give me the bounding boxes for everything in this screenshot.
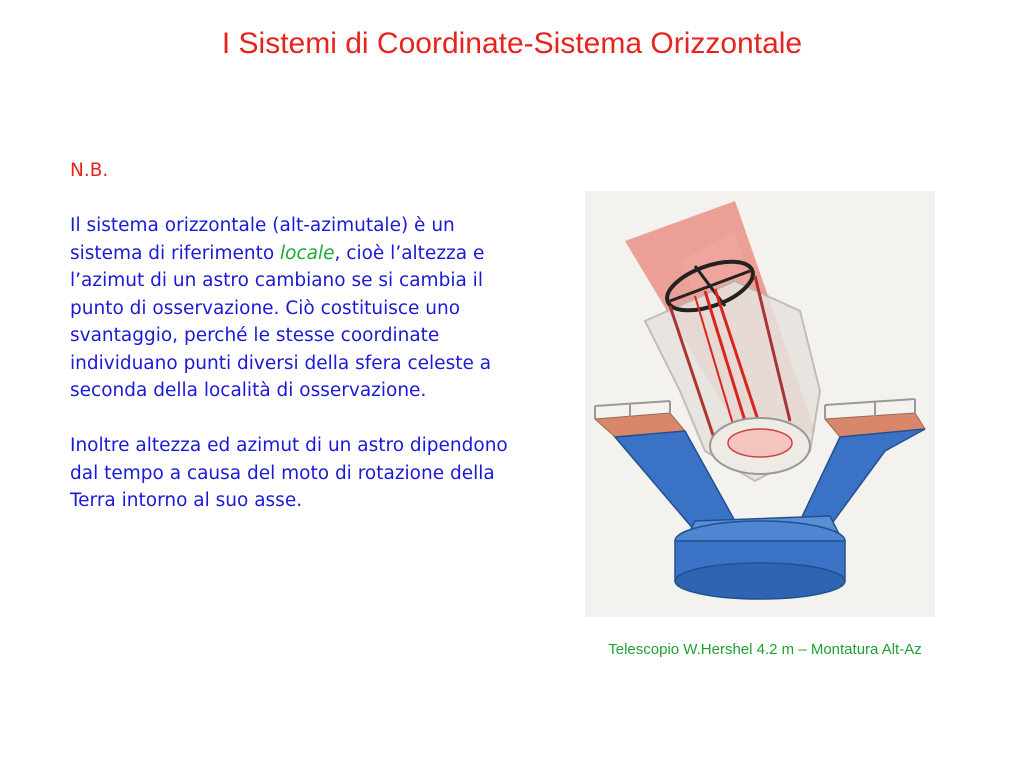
body-text [70,157,510,515]
telescope-drawing [585,191,935,617]
mount-arm-right [800,429,925,526]
paragraph-gap [70,185,510,213]
paragraph-time-dependence: Inoltre altezza ed azimut di un astro dipendono dal tempo a causa del moto di rotazione della Terra intorno al suo asse. [70,435,508,511]
figure-caption: Telescopio W.Hershel 4.2 m – Montatura Alt-Az [608,641,922,658]
telescope-illustration [585,191,935,617]
slide-title: I Sistemi di Coordinate-Sistema Orizzontale [221,27,803,60]
paragraph-1-end: , cioè l’altezza e l’azimut di un astro cambiano se si cambia il punto di osservazione. Ciò costituisce uno svantaggio, perché le stesse coordinate individuano punti diversi della sfera celeste a seconda della località di osservazione. [70,242,492,401]
railing-left [595,401,670,406]
railing-right [825,399,915,405]
paragraph-1-start: Il sistema orizzontale (alt-azimutale) è un sistema di riferimento [70,215,455,264]
mount-base-bottom [675,563,845,599]
primary-mirror [728,429,792,457]
paragraph-gap [70,405,510,433]
nb-label: N.B. [70,160,109,181]
paragraph-local-system [70,212,510,405]
emphasis-locale: locale [280,242,335,264]
